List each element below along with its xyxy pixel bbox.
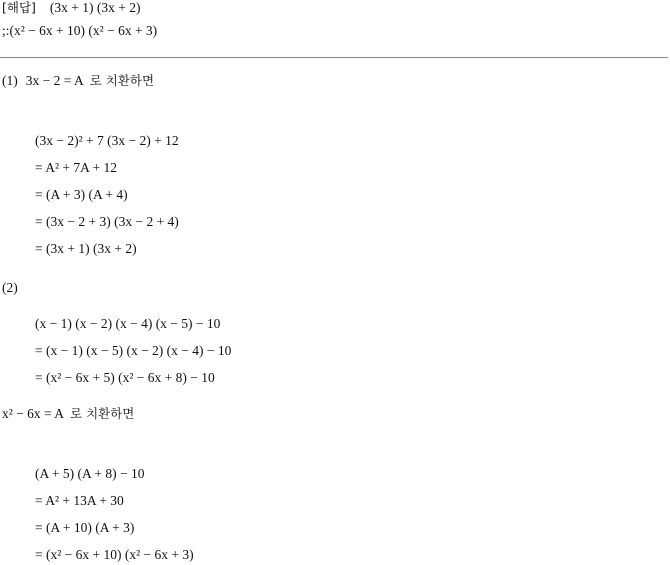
part1-step: = (3x + 1) (3x + 2) <box>35 241 137 256</box>
part2-step: = (x² − 6x + 10) (x² − 6x + 3) <box>35 547 194 562</box>
part1-substitution-expr: 3x − 2 = A <box>25 73 84 88</box>
answer-label: [해답] <box>2 0 36 15</box>
answer2-expression: (x² − 6x + 10) (x² − 6x + 3) <box>9 23 158 38</box>
part2-step: (x − 1) (x − 2) (x − 4) (x − 5) − 10 <box>35 316 221 331</box>
answer-expression: (3x + 1) (3x + 2) <box>49 0 141 15</box>
part1-intro <box>2 73 154 90</box>
answer-line-2 <box>2 23 157 40</box>
part1-label: (1) <box>2 73 18 88</box>
part2-step: = A² + 13A + 30 <box>35 493 124 508</box>
part1-substitution-text: 로 치환하면 <box>89 73 155 88</box>
part2-label: (2) <box>2 280 18 295</box>
answer-line <box>2 0 141 17</box>
section-divider <box>0 57 668 58</box>
part2-intro <box>2 406 134 423</box>
part2-substitution-text: 로 치환하면 <box>70 406 135 421</box>
part2-step: = (x − 1) (x − 5) (x − 2) (x − 4) − 10 <box>35 343 232 358</box>
part2-step: = (A + 10) (A + 3) <box>35 520 135 535</box>
part2-step: = (x² − 6x + 5) (x² − 6x + 8) − 10 <box>35 370 215 385</box>
part2-substitution-expr: x² − 6x = A <box>2 406 65 421</box>
answer2-prefix: ;: <box>2 23 10 38</box>
part2-step: (A + 5) (A + 8) − 10 <box>35 466 145 481</box>
part1-step: = (A + 3) (A + 4) <box>35 187 128 202</box>
part1-step: = (3x − 2 + 3) (3x − 2 + 4) <box>35 214 179 229</box>
part1-step: (3x − 2)² + 7 (3x − 2) + 12 <box>35 133 179 148</box>
part1-step: = A² + 7A + 12 <box>35 160 118 175</box>
